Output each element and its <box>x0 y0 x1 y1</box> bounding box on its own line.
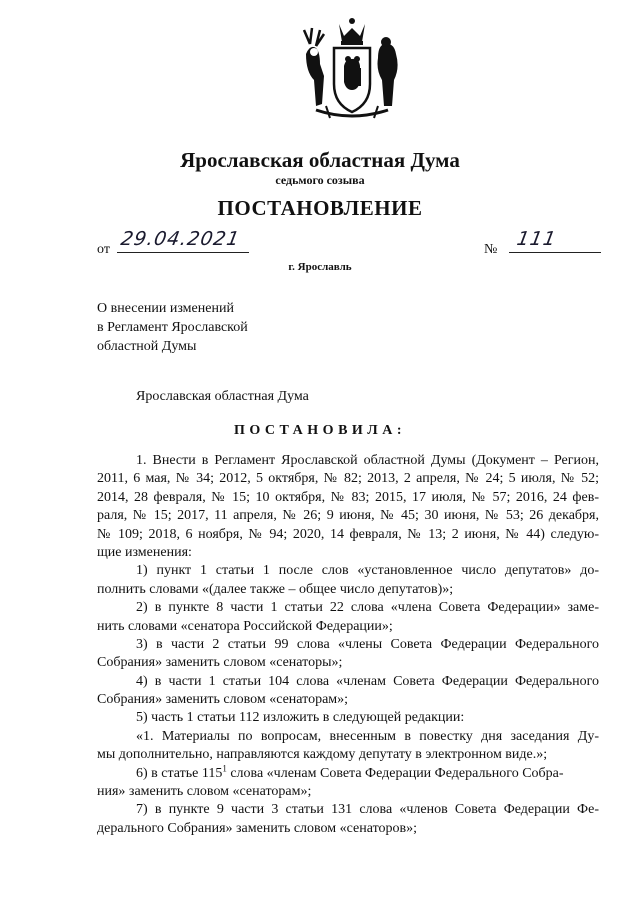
date-prefix: от <box>97 242 110 257</box>
number-prefix: № <box>484 242 498 257</box>
text-fragment: 6) в статье 115 <box>136 765 223 781</box>
text-line: 7) в пункте 9 части 3 статьи 131 слова «членов Совета Федерации Фе- <box>136 802 599 818</box>
city-label: г. Ярославль <box>288 261 352 273</box>
text-line: щие изменения: <box>97 544 192 560</box>
text-line: полнить словами «(далее также – общее число депутатов)»; <box>97 581 454 597</box>
resolved-heading: ПОСТАНОВИЛА: <box>233 423 407 438</box>
text-line: 2) в пункте 8 части 1 статьи 22 слова «члена Совета Федерации» заме- <box>136 600 599 616</box>
text-line: раля, № 15; 2017, 11 апреля, № 26; 9 июня, № 45; 30 июня, № 53; 26 декабря, <box>97 508 599 524</box>
handwritten-date: 29.04.2021 <box>119 228 243 250</box>
text-line: 1. Внести в Регламент Ярославской областной Думы (Документ – Регион, <box>136 453 599 468</box>
text-line: мы дополнительно, направляются каждому депутату в электронном виде.»; <box>97 747 548 763</box>
text-line: Собрания» заменить словом «сенаторам»; <box>97 692 349 708</box>
convocation-subtitle: седьмого созыва <box>275 173 365 187</box>
subject-line: в Регламент Ярославской <box>97 320 248 335</box>
text-line: 4) в части 1 статьи 104 слова «членам Совета Федерации Федерального <box>136 673 599 689</box>
subject-line: О внесении изменений <box>97 301 234 316</box>
handwritten-number: 111 <box>514 228 559 250</box>
coat-of-arms-emblem <box>296 14 408 126</box>
text-line: 2014, 28 февраля, № 15; 10 октября, № 83; 2015, 17 июля, № 57; 2016, 24 фев- <box>97 489 599 505</box>
text-line: 5) часть 1 статьи 112 изложить в следующей редакции: <box>136 710 465 726</box>
subject-block <box>97 299 248 356</box>
date-field <box>117 228 249 253</box>
text-line: дерального Собрания» заменить словом «сенаторов»; <box>97 820 418 836</box>
main-text <box>97 452 599 838</box>
text-line: 3) в части 2 статьи 99 слова «члены Совета Федерации Федерального <box>136 636 599 652</box>
subject-line: областной Думы <box>97 339 197 354</box>
text-line: 1) пункт 1 статьи 1 после слов «установленное число депутатов» до- <box>136 563 599 579</box>
text-line: нить словами «сенатора Российской Федерации»; <box>97 618 393 634</box>
document-type-title: ПОСТАНОВЛЕНИЕ <box>217 196 423 220</box>
text-fragment: слова «членам Совета Федерации Федерального Собра- <box>226 765 564 781</box>
date-row <box>97 228 249 258</box>
number-field <box>509 228 601 253</box>
number-row <box>484 228 601 258</box>
text-line: Собрания» заменить словом «сенаторы»; <box>97 655 343 671</box>
text-line: «1. Материалы по вопросам, внесенным в повестку дня заседания Ду- <box>136 728 599 744</box>
text-line <box>97 765 599 783</box>
text-line: № 109; 2018, 6 ноября, № 94; 2020, 14 февраля, № 13; 2 июня, № 44) следую- <box>97 526 599 542</box>
text-line: ния» заменить словом «сенаторам»; <box>97 784 312 800</box>
organization-name: Ярославская областная Дума <box>180 148 460 172</box>
body-intro: Ярославская областная Дума <box>136 389 309 404</box>
text-line: 2011, 6 мая, № 34; 2012, 5 октября, № 82; 2013, 2 апреля, № 24; 5 июля, № 52; <box>97 471 599 487</box>
superscript: 1 <box>222 764 227 773</box>
